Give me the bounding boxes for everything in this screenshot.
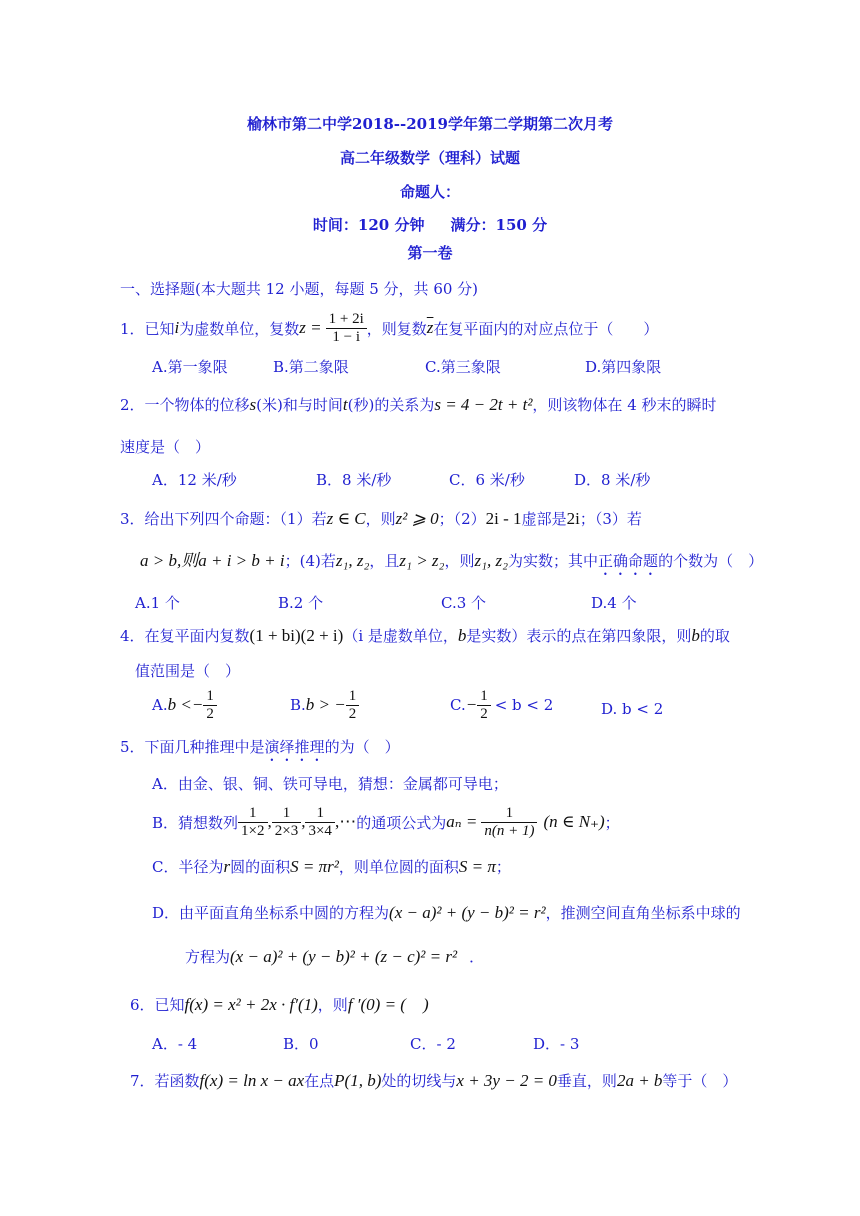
section-heading: 一、选择题(本大题共 12 小题，每题 5 分，共 60 分): [120, 280, 479, 298]
q4-opt-b-label: B.: [290, 696, 306, 714]
q4-formula: (1 + bi)(2 + i): [249, 626, 344, 645]
q4-text-b: 是实数）表示的点在第四象限，则: [466, 627, 692, 645]
q7-f3: x + 3y − 2 = 0: [456, 1071, 557, 1090]
q4-option-b: [290, 688, 359, 722]
q5-gen-num: 1: [481, 805, 537, 823]
q5-opt-d-pre: D．由平面直角坐标系中圆的方程为: [152, 904, 390, 922]
q1-zbar: $\overline{z}$: [426, 318, 434, 337]
q3-f4: 2i: [566, 509, 580, 528]
q4-opt-b-num: 1: [346, 688, 360, 706]
q5-opt-b-domain: (n ∈ N₊): [543, 812, 605, 831]
q3-l2-f1: a > b,则a + i > b + i: [140, 551, 285, 570]
question-3: [120, 508, 642, 529]
q4-opt-c-den: 2: [480, 705, 488, 722]
q5-opt-d-mid: ，推测空间直角坐标系中球的: [545, 904, 741, 922]
q5-opt-b-pre: B．猜想数列: [152, 813, 239, 832]
q4-option-d: D. b < 2: [601, 700, 664, 718]
q3-l2-b: ，且: [369, 552, 400, 570]
question-5: [120, 736, 400, 765]
q7-f2: P(1, b): [334, 1071, 382, 1090]
q3-prefix: 3．给出下列四个命题：（1）若: [120, 510, 327, 528]
q5-f1-den: 1×2: [241, 822, 265, 839]
q4-text-c: 的取: [699, 627, 730, 645]
q5-option-d-line2: [185, 946, 484, 967]
q7-mid3: 垂直，则: [556, 1072, 617, 1090]
q7-f4: 2a + b: [616, 1071, 663, 1090]
q1-fraction: [326, 311, 367, 345]
q2-option-d: D．8 米/秒: [574, 471, 651, 489]
exam-subtitle: 高二年级数学（理科）试题: [339, 149, 520, 167]
q6-option-c: C．- 2: [410, 1035, 456, 1053]
q3-l2-d: 为实数；其中: [508, 552, 599, 570]
q1-text-a: 为虚数单位，复数: [179, 319, 300, 338]
q4-b: b: [457, 626, 467, 645]
q3-line2: [140, 546, 763, 579]
q4-opt-a-num: 1: [203, 688, 217, 706]
q4-opt-b-den: 2: [348, 705, 357, 722]
q3-option-a: A.1 个: [135, 594, 180, 612]
q3-option-d: D.4 个: [591, 594, 637, 612]
question-1: [120, 306, 658, 350]
q3-l2-f2: z₁, z₂: [335, 551, 370, 570]
q7-prefix: 7．若函数: [130, 1072, 200, 1090]
q5-opt-c-end: ；: [495, 858, 511, 876]
q3-l2-e: 的个数为（ ）: [658, 552, 764, 570]
q5-f2-num: 1: [272, 805, 301, 823]
q3-f1: z ∈ C: [326, 509, 366, 528]
q5-opt-d-f2: (x − a)² + (y − b)² + (z − c)² = r²: [230, 947, 458, 966]
q6-option-d: D．- 3: [533, 1035, 580, 1053]
q2-option-a: A．12 米/秒: [152, 471, 237, 489]
q5-f2-den: 2×3: [274, 822, 299, 839]
q1-option-a: A.第一象限: [152, 358, 228, 376]
q4-opt-a-rel: b <−: [167, 695, 204, 714]
author-label: 命题人：: [399, 183, 460, 201]
q5-opt-d-end: ．: [469, 948, 485, 966]
q4-opt-c-label: C.: [450, 696, 466, 714]
q5-option-a: A．由金、银、铜、铁可导电，猜想：金属都可导电；: [152, 775, 508, 793]
q5-opt-c-r: r: [223, 857, 231, 876]
q5-opt-c-f1: S = πr²: [290, 857, 339, 876]
q5-opt-b-frac-1: [238, 805, 267, 839]
volume-label: 第一卷: [407, 244, 453, 262]
q2-t: t: [342, 395, 348, 414]
q7-end: 等于（ ）: [662, 1072, 738, 1090]
q1-frac-den: 1 − i: [332, 328, 361, 345]
q5-opt-b-an: aₙ =: [446, 812, 478, 831]
q6-option-a: A．- 4: [152, 1035, 198, 1053]
q1-prefix: 1．已知: [120, 319, 175, 338]
q3-text-d: ；（3）若: [579, 510, 642, 528]
q3-l2-dotted: 正确命题: [598, 552, 659, 570]
question-6: [130, 990, 429, 1015]
question-7: [130, 1070, 737, 1091]
q2-prefix: 2．一个物体的位移: [120, 396, 250, 414]
q3-l2-f4: z₁, z₂: [474, 551, 509, 570]
q4-option-a: [152, 688, 217, 722]
q4-opt-c-post: < b < 2: [494, 696, 554, 714]
q4-opt-c-frac: [477, 688, 491, 722]
q5-opt-d-l2-pre: 方程为: [185, 948, 231, 966]
q5-option-d: [152, 902, 741, 923]
q4-text-a: （i 是虚数单位，: [343, 627, 458, 645]
q4-prefix: 4．在复平面内复数: [120, 627, 250, 645]
q5-opt-b-end: ；: [604, 813, 620, 832]
q4-line2: 值范围是（ ）: [135, 662, 241, 680]
q5-opt-c-f2: S = π: [458, 857, 496, 876]
q5-f3-num: 1: [305, 805, 334, 823]
q5-f3-den: 3×4: [308, 822, 332, 839]
q7-mid2: 处的切线与: [381, 1072, 457, 1090]
q1-option-c: C.第三象限: [425, 358, 501, 376]
q5-option-c: [152, 856, 511, 877]
q6-mid: ，则: [317, 996, 348, 1014]
q5-opt-b-frac-3: [305, 805, 334, 839]
q5-option-b: B．猜想数列 $\frac{1}{1\times 2}$ , $\frac{1}{2\times 3}$ , $\frac{1}{3\times 4}$ ,⋯ 的通项公式为 aₙ = $\frac{1}{n(n + 1)}$ (n ∈ N₊) ；: [152, 805, 620, 839]
q1-frac-num: 1 + 2i: [326, 311, 367, 329]
q1-z-eq: z =: [299, 318, 322, 337]
q5-dotted: 演绎推理: [264, 738, 325, 756]
q2-text-a: (米)和与时间: [256, 396, 343, 414]
q5-opt-b-general: [481, 805, 537, 839]
q5-opt-b-mid: 的通项公式为: [356, 813, 447, 832]
q2-option-b: B．8 米/秒: [316, 471, 392, 489]
q5-opt-c-mid2: ，则单位圆的面积: [338, 858, 459, 876]
q4-opt-a-den: 2: [206, 705, 214, 722]
q6-formula2: f ′(0) = ( ): [347, 995, 429, 1014]
q3-f3: 2i - 1: [485, 509, 522, 528]
q6-prefix: 6．已知: [130, 996, 185, 1014]
q6-option-b: B．0: [283, 1035, 319, 1053]
q3-option-c: C.3 个: [441, 594, 487, 612]
q3-option-b: B.2 个: [278, 594, 324, 612]
q5-opt-b-dots: ,⋯: [334, 812, 357, 831]
q7-mid: 在点: [304, 1072, 335, 1090]
q4-opt-b-rel: b > −: [305, 695, 346, 714]
q3-text-b: ；（2）: [438, 510, 486, 528]
q5-opt-c-mid: 圆的面积: [230, 858, 291, 876]
q1-text-c: 在复平面内的对应点位于（ ）: [433, 319, 659, 338]
q5-gen-den: n(n + 1): [484, 822, 535, 839]
q4-option-c: [450, 688, 553, 722]
q4-opt-a-frac: [203, 688, 217, 722]
exam-title: 榆林市第二中学2018--2019学年第二学期第二次月考: [247, 115, 613, 133]
q5-opt-b-frac-2: [272, 805, 301, 839]
question-4: [120, 625, 730, 646]
q4-opt-c-num: 1: [477, 688, 491, 706]
q1-i: i: [174, 318, 180, 337]
q4-b-2: b: [691, 626, 700, 645]
q2-line2: 速度是（ ）: [120, 438, 211, 456]
q2-s: s: [249, 395, 257, 414]
q6-formula: f(x) = x² + 2x · f′(1): [184, 995, 318, 1014]
q1-option-b: B.第二象限: [273, 358, 349, 376]
q7-f1: f(x) = ln x − ax: [199, 1071, 305, 1090]
q5-f1-num: 1: [238, 805, 267, 823]
q2-text-c: ，则该物体在 4 秒末的瞬时: [532, 396, 717, 414]
q2-text-b: (秒)的关系为: [347, 396, 435, 414]
q3-l2-a: ；(4)若: [284, 552, 336, 570]
q1-option-d: D.第四象限: [585, 358, 662, 376]
q4-opt-b-frac: [346, 688, 360, 722]
q5-opt-d-f1: (x − a)² + (y − b)² = r²: [389, 903, 546, 922]
q4-opt-a-label: A.: [152, 696, 168, 714]
q3-text-c: 虚部是: [521, 510, 567, 528]
q5-opt-c-pre: C．半径为: [152, 858, 224, 876]
question-2: [120, 394, 717, 415]
q4-opt-c-rel: −: [465, 695, 478, 714]
q2-formula: s = 4 − 2t + t²: [434, 395, 533, 414]
q3-l2-f3: z₁ > z₂: [399, 551, 445, 570]
q1-text-b: ，则复数: [366, 319, 427, 338]
q5-suffix: 的为（ ）: [324, 738, 400, 756]
time-info: 时间：120 分钟 满分：150 分: [312, 216, 548, 234]
q3-text-a: ，则: [365, 510, 396, 528]
q3-f2: z² ⩾ 0: [395, 509, 439, 528]
q5-prefix: 5．下面几种推理中是: [120, 738, 265, 756]
q3-l2-c: ，则: [444, 552, 475, 570]
q2-option-c: C．6 米/秒: [449, 471, 525, 489]
